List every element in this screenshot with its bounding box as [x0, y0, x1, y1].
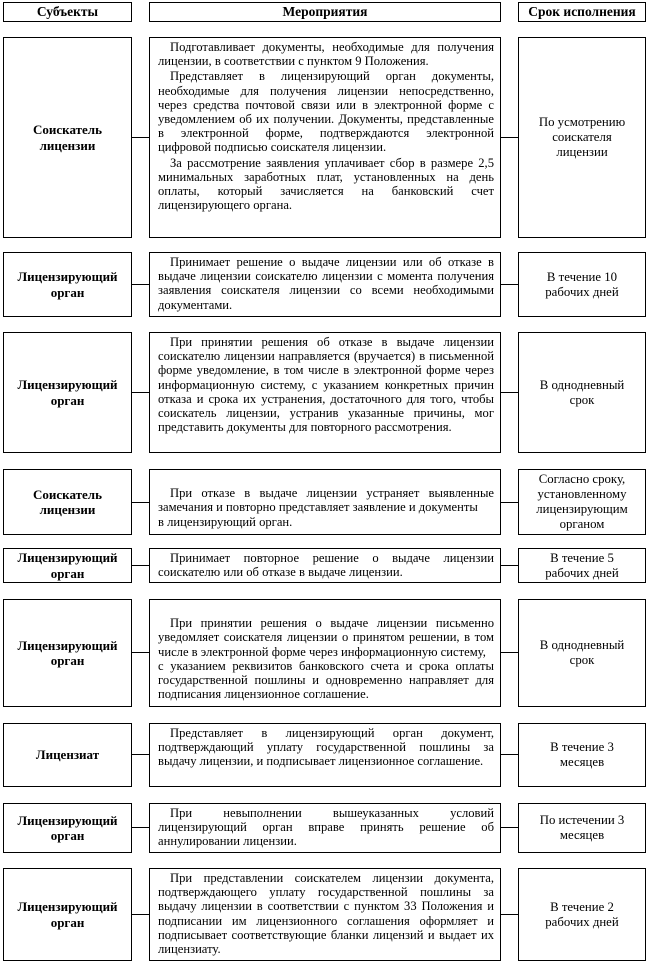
row-8-measure-1: При невыполнении вышеуказанных условий лицензирующий орган вправе принять решение об аннулировании лицензии.	[158, 806, 494, 849]
row-1-measure-2: Представляет в лицензирующий орган документы, необходимые для получения лицензии непосредственно, через средства почтовой связи или в электронной форме с уведомлением об их получении. Документы, представленные в электронной форме, подтверждаются электронной цифровой подписью соискателя лицензии.	[158, 69, 494, 155]
row-9-connector-right	[501, 914, 518, 915]
row-3-connector-left	[132, 392, 149, 393]
row-4-measures	[149, 469, 501, 535]
row-5-measure-1: Принимает повторное решение о выдаче лицензии соискателю или об отказе в выдаче лицензии.	[158, 551, 494, 580]
row-9-deadline	[518, 868, 646, 961]
row-9-measure-1: При представлении соискателем лицензии документа, подтверждающего уплату государственной пошлины за выдачу лицензии в соответствии с пунктом 33 Положения и подписании им лицензионного соглашения оформляет и подписывает соответствующие бланки лицензий и выдает их лицензиату.	[158, 871, 494, 957]
row-6-deadline-text: В однодневный срок	[539, 638, 625, 667]
row-1-connector-right	[501, 137, 518, 138]
row-9-subject	[3, 868, 132, 961]
row-3-deadline	[518, 332, 646, 453]
row-1-subject	[3, 37, 132, 238]
row-3-measures	[149, 332, 501, 453]
row-8-deadline-text: По истечении 3 месяцев	[539, 813, 625, 842]
row-4-deadline-text: Согласно сроку, установленному лицензирующим органом	[536, 472, 628, 531]
row-1-measures	[149, 37, 501, 238]
row-9-subject-text: Лицензирующий орган	[17, 899, 118, 930]
row-6-connector-right	[501, 652, 518, 653]
row-7-deadline-text: В течение 3 месяцев	[550, 740, 614, 769]
row-5-measures	[149, 548, 501, 583]
row-3-subject-text: Лицензирующий орган	[17, 377, 118, 408]
row-1-deadline-text: По усмотрению соискателя лицензии	[538, 115, 626, 159]
row-8-subject	[3, 803, 132, 853]
row-7-measure-1: Представляет в лицензирующий орган документ, подтверждающий уплату государственной пошлины за выдачу лицензии, и подписывает лицензионное соглашение.	[158, 726, 494, 769]
row-6-deadline	[518, 599, 646, 707]
row-9-connector-left	[132, 914, 149, 915]
header-subjects	[3, 2, 132, 22]
row-7-connector-left	[132, 754, 149, 755]
row-6-measure-1: При принятии решения о выдаче лицензии письменно уведомляет соискателя лицензии о принятом решении, в том числе в электронной форме через информационную систему, с указанием реквизитов банковского счета и срока оплаты государственной пошлины и одновременно направляет для подписания лицензионное соглашение.	[158, 616, 494, 702]
row-5-deadline	[518, 548, 646, 583]
row-8-measures	[149, 803, 501, 853]
row-5-connector-left	[132, 565, 149, 566]
row-1-measure-1: Подготавливает документы, необходимые для получения лицензии, в соответствии с пунктом 9 Положения.	[158, 40, 494, 69]
row-4-connector-left	[132, 502, 149, 503]
row-5-subject	[3, 548, 132, 583]
row-9-deadline-text: В течение 2 рабочих дней	[545, 899, 619, 929]
row-2-connector-right	[501, 284, 518, 285]
row-2-connector-left	[132, 284, 149, 285]
row-7-deadline	[518, 723, 646, 787]
row-4-connector-right	[501, 502, 518, 503]
row-2-measure-1: Принимает решение о выдаче лицензии или об отказе в выдаче лицензии соискателю лицензии с момента получения заявления соискателя лицензии со всеми необходимыми документами.	[158, 255, 494, 312]
row-7-connector-right	[501, 754, 518, 755]
row-7-measures	[149, 723, 501, 787]
row-5-deadline-text: В течение 5 рабочих дней	[545, 550, 619, 580]
row-2-subject-text: Лицензирующий орган	[17, 269, 118, 300]
header-deadline-label: Срок исполнения	[528, 4, 636, 19]
row-2-measures	[149, 252, 501, 317]
row-6-connector-left	[132, 652, 149, 653]
row-5-subject-text: Лицензирующий орган	[17, 550, 118, 581]
row-8-subject-text: Лицензирующий орган	[17, 812, 118, 843]
header-deadline	[518, 2, 646, 22]
row-3-connector-right	[501, 392, 518, 393]
row-1-subject-text: Соискатель лицензии	[33, 122, 102, 153]
row-4-subject	[3, 469, 132, 535]
row-3-measure-1: При принятии решения об отказе в выдаче лицензии соискателю лицензии направляется (вручается) в письменной форме уведомление, в том числе в электронной форме через информационную систему, с указанием конкретных причин отказа и срока их устранения, достаточного для того, чтобы соискатель лицензии, устранив указанные причины, мог представить документы для повторного рассмотрения.	[158, 335, 494, 435]
row-8-deadline	[518, 803, 646, 853]
row-4-subject-text: Соискатель лицензии	[33, 486, 102, 517]
row-6-subject-text: Лицензирующий орган	[17, 637, 118, 668]
row-6-measures	[149, 599, 501, 707]
row-3-subject	[3, 332, 132, 453]
row-2-subject	[3, 252, 132, 317]
row-1-measure-3: За рассмотрение заявления уплачивает сбор в размере 2,5 минимальных заработных плат, установленных на день оплаты, который зачисляется на банковский счет лицензирующего органа.	[158, 155, 494, 213]
row-7-subject	[3, 723, 132, 787]
row-7-subject-text: Лицензиат	[35, 747, 100, 763]
header-subjects-label: Субъекты	[36, 4, 99, 19]
row-2-deadline	[518, 252, 646, 317]
row-8-connector-left	[132, 827, 149, 828]
header-measures-label: Мероприятия	[282, 4, 368, 19]
row-4-measure-1: При отказе в выдаче лицензии устраняет выявленные замечания и повторно представляет заявление и документы в лицензирующий орган.	[158, 486, 494, 529]
row-5-connector-right	[501, 565, 518, 566]
row-8-connector-right	[501, 827, 518, 828]
row-1-deadline	[518, 37, 646, 238]
row-1-connector-left	[132, 137, 149, 138]
row-2-deadline-text: В течение 10 рабочих дней	[545, 269, 619, 299]
row-6-subject	[3, 599, 132, 707]
row-3-deadline-text: В однодневный срок	[539, 377, 625, 407]
header-measures	[149, 2, 501, 22]
row-9-measures	[149, 868, 501, 961]
row-4-deadline	[518, 469, 646, 535]
